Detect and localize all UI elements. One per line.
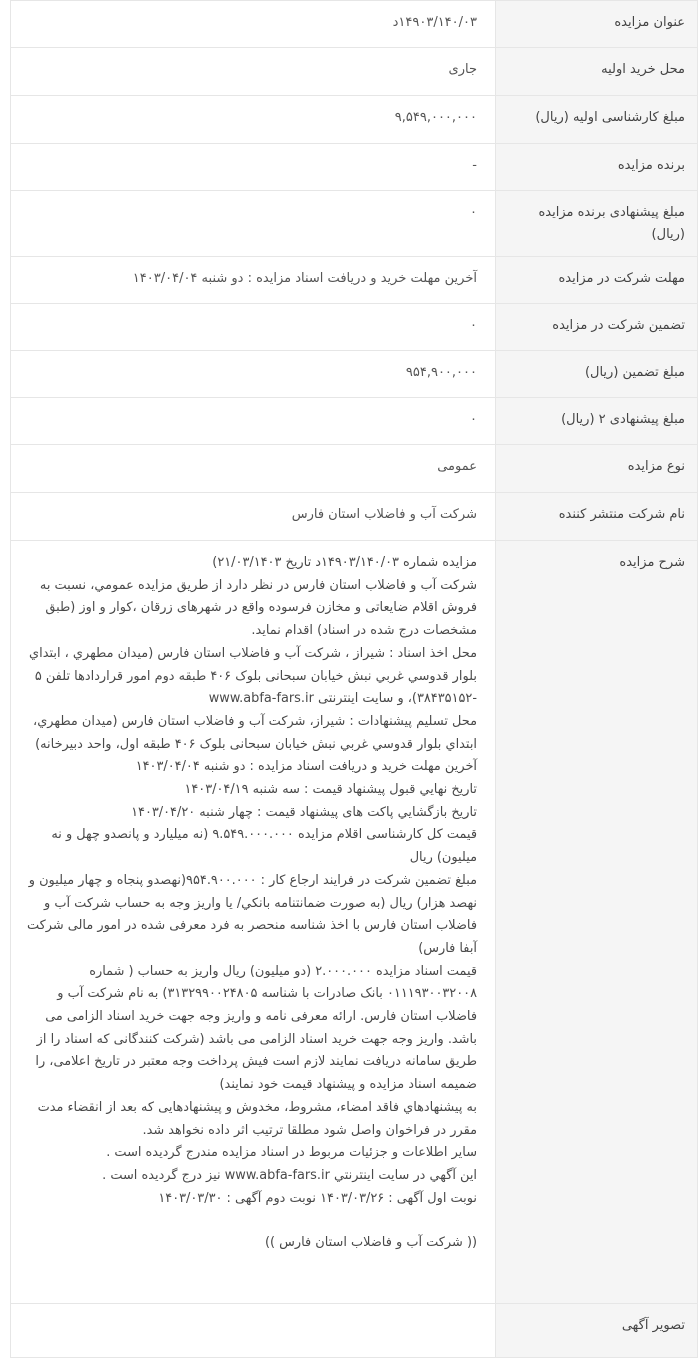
row-description — [11, 541, 698, 1304]
row-publisher — [11, 493, 698, 541]
value-auction-type: عمومی — [11, 445, 496, 493]
value-winner: - — [11, 144, 496, 191]
value-guarantee-amount: ۹۵۴,۹۰۰,۰۰۰ — [11, 351, 496, 398]
row-offer-2 — [11, 398, 698, 445]
desc-paragraph: محل اخذ اسناد : شيراز ، شرکت آب و فاضلاب استان فارس (ميدان مطهري ، ابتداي بلوار قدوسي غربي نبش خيابان سبحانی بلوک ۴۰۶ طبقه دوم امور قراردادها تلفن ۵ -۳۸۴۳۵۱۵۲)، و سايت اينترنتی www.abfa-fars.ir — [29, 645, 477, 707]
desc-paragraph: ساير اطلاعات و جزئيات مربوط در اسناد مزايده مندرج گرديده است . — [106, 1145, 477, 1161]
label-purchase-place: محل خرید اولیه — [496, 48, 698, 96]
desc-paragraph: به پيشنهادهاي فاقد امضاء، مشروط، مخدوش و پيشنهادهايی که بعد از انقضاء مدت مقرر در فراخوان واصل شود مطلقا ترتيب اثر داده نخواهد شد. — [37, 1099, 477, 1138]
value-purchase-place: جاری — [11, 48, 496, 96]
row-purchase-place — [11, 48, 698, 96]
row-winner — [11, 144, 698, 191]
row-expert-price — [11, 96, 698, 144]
label-auction-title: عنوان مزایده — [496, 1, 698, 48]
value-expert-price: ۹,۵۴۹,۰۰۰,۰۰۰ — [11, 96, 496, 144]
label-deadline: مهلت شرکت در مزایده — [496, 257, 698, 304]
desc-paragraph: تاريخ بازگشايي پاکت های پيشنهاد قيمت : چهار شنبه ۱۴۰۳/۰۴/۲۰ — [131, 804, 477, 820]
desc-paragraph: نوبت اول آگهی : ۱۴۰۳/۰۳/۲۶ نوبت دوم آگهی : ۱۴۰۳/۰۳/۳۰ — [158, 1190, 477, 1206]
desc-paragraph: قيمت کل کارشناسی اقلام مزايده ۹.۵۴۹.۰۰۰.۰۰۰ (نه ميليارد و پانصدو چهل و نه ميليون) ريال — [51, 827, 477, 866]
label-guarantee-amount: مبلغ تضمین (ریال) — [496, 351, 698, 398]
label-description: شرح مزایده — [496, 541, 698, 1304]
desc-paragraph: اين آگهي در سايت اينترنتي www.abfa-fars.ir نيز درج گرديده است . — [102, 1167, 477, 1183]
desc-paragraph: آخرين مهلت خريد و دريافت اسناد مزايده : دو شنبه ۱۴۰۳/۰۴/۰۴ — [135, 759, 477, 775]
label-winner-offer: مبلغ پیشنهادی برنده مزایده (ریال) — [496, 191, 698, 257]
label-ad-image: تصویر آگهی — [496, 1304, 698, 1358]
row-ad-image — [11, 1304, 698, 1358]
desc-signature: (( شرکت آب و فاضلاب استان فارس )) — [264, 1235, 477, 1251]
desc-paragraph: شركت آب و فاضلاب استان فارس در نظر دارد از طريق مزايده عمومي، نسبت به فروش اقلام ضايعاتی و مخازن فرسوده واقع در شهرهای زرقان ،کوار و اوز (طبق مشخصات درج شده در اسناد) اقدام نمايد. — [39, 577, 477, 639]
value-ad-image — [11, 1304, 496, 1358]
label-expert-price: مبلغ کارشناسی اولیه (ریال) — [496, 96, 698, 144]
row-auction-title — [11, 1, 698, 48]
row-guarantee — [11, 304, 698, 351]
value-guarantee: ۰ — [11, 304, 496, 351]
value-publisher: شرکت آب و فاضلاب استان فارس — [11, 493, 496, 541]
label-guarantee: تضمین شرکت در مزایده — [496, 304, 698, 351]
desc-paragraph: مزایده شماره ۱۴۹۰۳/۱۴۰/۰۳د تاریخ ۲۱/۰۳/۱۴۰۳) — [212, 555, 477, 570]
desc-paragraph: قيمت اسناد مزايده ۲.۰۰۰.۰۰۰ (دو ميليون) ريال واريز به حساب ( شماره ۰۱۱۱۹۳۰۰۳۲۰۰۸ بانک صادرات با شناسه ۳۱۳۲۹۹۰۰۲۴۸۰۵) به نام شرکت آب و فاضلاب استان فارس. ارائه معرفی نامه و واریز وجه جهت خرید اسناد الزامی می باشد. واریز وجه جهت خرید اسناد الزامی می باشد (شرکت کنندگانی که اسناد را از طریق سامانه دریافت نمایند لازم است فیش پرداخت وجه معتبر در تاریخ اعلامی، را ضمیمه اسناد مزایده و پیشنهاد قیمت خود نمایند) — [35, 963, 477, 1093]
desc-paragraph: محل تسليم پيشنهادات : شيراز، شرکت آب و فاضلاب استان فارس (ميدان مطهري، ابتداي بلوار قدوسي غربي نبش خيابان سبحانی بلوک ۴۰۶ طبقه اول، واحد دبيرخانه) — [33, 713, 477, 752]
description-text — [11, 541, 496, 1304]
value-auction-title: ۱۴۹۰۳/۱۴۰/۰۳د — [11, 1, 496, 48]
row-auction-type — [11, 445, 698, 493]
label-auction-type: نوع مزایده — [496, 445, 698, 493]
desc-paragraph: مبلغ تضمين شرکت در فرايند ارجاع کار : ۹۵۴.۹۰۰.۰۰۰(نهصدو پنجاه و چهار ميليون و نهصد هزار) ريال (به صورت ضمانتنامه بانکي/ يا واريز وجه به حساب شرکت آب و فاضلاب استان فارس با اخذ شناسه منحصر به فرد معرفی شده در امور مالی شرکت آبفا فارس) — [26, 872, 477, 956]
label-publisher: نام شرکت منتشر کننده — [496, 493, 698, 541]
value-offer-2: ۰ — [11, 398, 496, 445]
row-guarantee-amount — [11, 351, 698, 398]
row-deadline — [11, 257, 698, 304]
label-winner: برنده مزایده — [496, 144, 698, 191]
label-offer-2: مبلغ پیشنهادی ۲ (ریال) — [496, 398, 698, 445]
value-deadline: آخرین مهلت خرید و دریافت اسناد مزایده : دو شنبه ۱۴۰۳/۰۴/۰۴ — [11, 257, 496, 304]
desc-paragraph: تاريخ نهايي قبول پيشنهاد قيمت : سه شنبه ۱۴۰۳/۰۴/۱۹ — [184, 782, 477, 798]
auction-details-table — [10, 0, 698, 1358]
value-winner-offer: ۰ — [11, 191, 496, 257]
row-winner-offer — [11, 191, 698, 257]
